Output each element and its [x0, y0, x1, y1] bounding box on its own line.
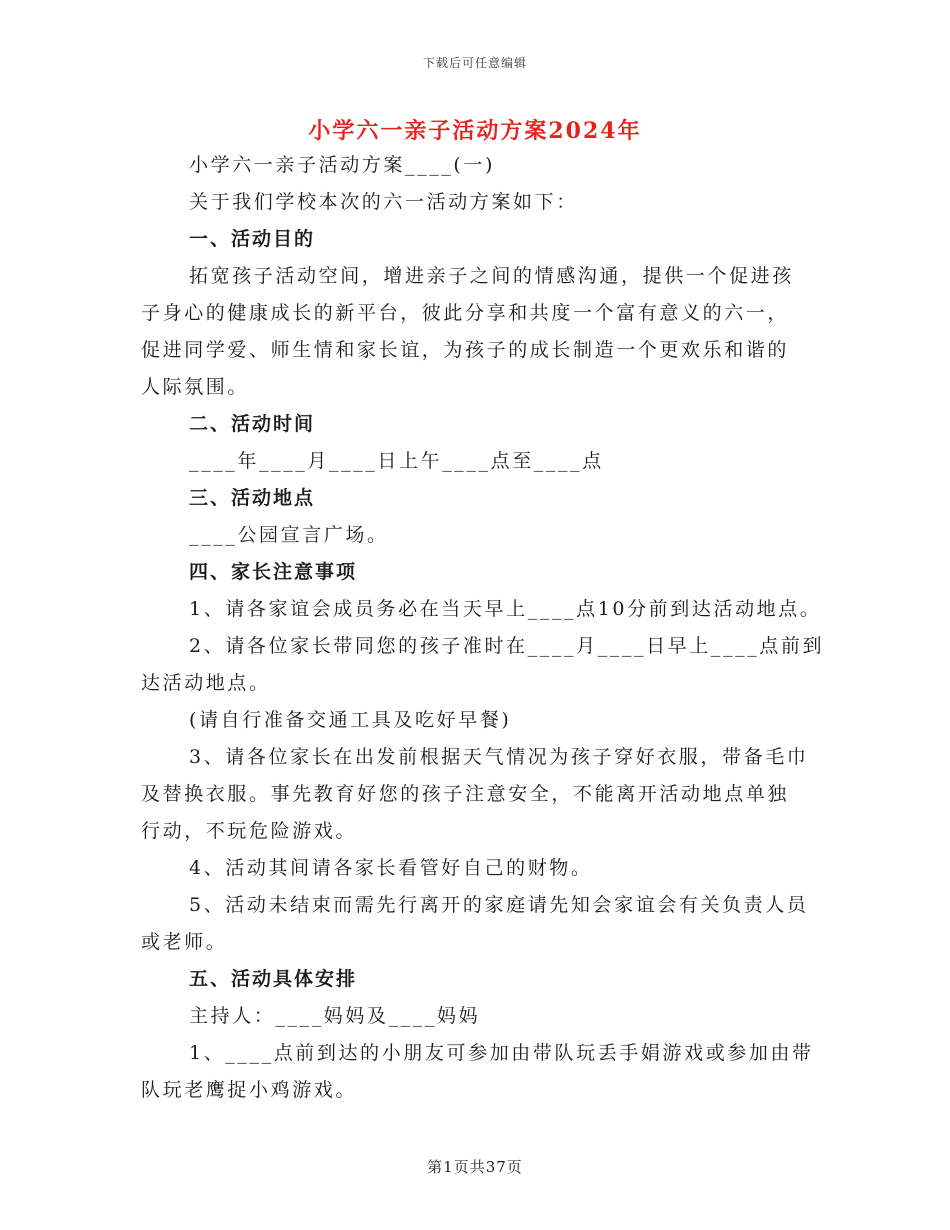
paragraph-line: 或老师。 [141, 931, 228, 953]
section-heading-time: 二、活动时间 [189, 413, 316, 435]
paragraph-line: 达活动地点。 [141, 672, 271, 694]
paragraph-line: 子身心的健康成长的新平台，彼此分享和共度一个富有意义的六一， [141, 302, 790, 324]
section-heading-location: 三、活动地点 [189, 487, 316, 509]
paragraph-line: 1、请各家谊会成员务必在当天早上____点10分前到达活动地点。 [189, 598, 822, 620]
header-note: 下载后可任意编辑 [422, 56, 527, 70]
paragraph-line: 队玩老鹰捉小鸡游戏。 [141, 1079, 358, 1101]
paragraph-line: ____年____月____日上午____点至____点 [189, 450, 604, 472]
paragraph-line: 行动，不玩危险游戏。 [141, 820, 358, 842]
paragraph-line: 5、活动未结束而需先行离开的家庭请先知会家谊会有关负责人员 [189, 894, 809, 916]
paragraph-line: 1、____点前到达的小朋友可参加由带队玩丢手娟游戏或参加由带 [189, 1042, 814, 1064]
section-heading-purpose: 一、活动目的 [189, 228, 316, 250]
paragraph-line: 关于我们学校本次的六一活动方案如下： [189, 191, 578, 213]
paragraph-line: 小学六一亲子活动方案____(一) [189, 154, 496, 176]
paragraph-line: (请自行准备交通工具及吃好早餐) [189, 709, 512, 731]
document-title: 小学六一亲子活动方案2024年 [308, 118, 642, 144]
paragraph-line: ____公园宣言广场。 [189, 524, 389, 546]
paragraph-line: 人际氛围。 [141, 376, 250, 398]
section-heading-schedule: 五、活动具体安排 [189, 968, 358, 990]
paragraph-line: 4、活动其间请各家长看管好自己的财物。 [189, 857, 593, 879]
paragraph-line: 拓宽孩子活动空间，增进亲子之间的情感沟通，提供一个促进孩 [189, 265, 794, 287]
paragraph-line: 及替换衣服。事先教育好您的孩子注意安全，不能离开活动地点单独 [141, 783, 790, 805]
document-body [141, 147, 825, 1109]
page-footer: 第1页共37页 [427, 1158, 523, 1176]
paragraph-line: 3、请各位家长在出发前根据天气情况为孩子穿好衣服，带备毛巾 [189, 746, 809, 768]
paragraph-line: 促进同学爱、师生情和家长谊，为孩子的成长制造一个更欢乐和谐的 [141, 339, 790, 361]
paragraph-line: 2、请各位家长带同您的孩子准时在____月____日早上____点前到 [189, 635, 825, 657]
paragraph-line: 主持人：____妈妈及____妈妈 [189, 1005, 481, 1027]
section-heading-notes: 四、家长注意事项 [189, 561, 358, 583]
